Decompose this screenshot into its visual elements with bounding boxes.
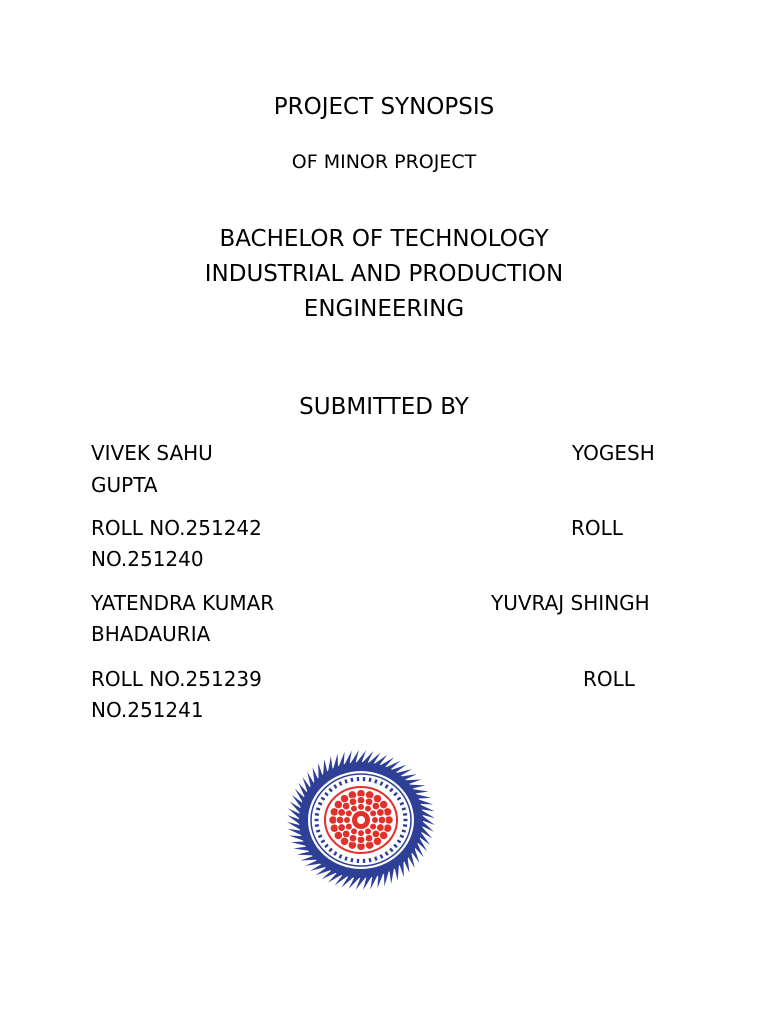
student-roll-right: ROLL bbox=[583, 667, 635, 691]
degree-line-3: ENGINEERING bbox=[303, 296, 465, 322]
degree-line-1: BACHELOR OF TECHNOLOGY bbox=[219, 226, 549, 252]
degree-line-2: INDUSTRIAL AND PRODUCTION bbox=[204, 261, 564, 287]
student-roll-left: ROLL NO.251239 bbox=[91, 667, 262, 691]
university-seal-logo bbox=[285, 748, 437, 892]
student-name-wrap: BHADAURIA bbox=[91, 622, 211, 646]
student-roll-wrap: NO.251240 bbox=[91, 547, 204, 571]
student-name-left: VIVEK SAHU bbox=[91, 441, 213, 465]
page-subtitle: OF MINOR PROJECT bbox=[291, 151, 477, 173]
student-name-wrap: GUPTA bbox=[91, 473, 158, 497]
student-roll-wrap: NO.251241 bbox=[91, 698, 204, 722]
student-name-right: YUVRAJ SHINGH bbox=[491, 591, 650, 615]
student-roll-right: ROLL bbox=[571, 516, 623, 540]
student-roll-left: ROLL NO.251242 bbox=[91, 516, 262, 540]
submitted-by-heading: SUBMITTED BY bbox=[299, 394, 469, 420]
page-title: PROJECT SYNOPSIS bbox=[273, 94, 495, 120]
student-name-right: YOGESH bbox=[572, 441, 655, 465]
student-name-left: YATENDRA KUMAR bbox=[91, 591, 275, 615]
